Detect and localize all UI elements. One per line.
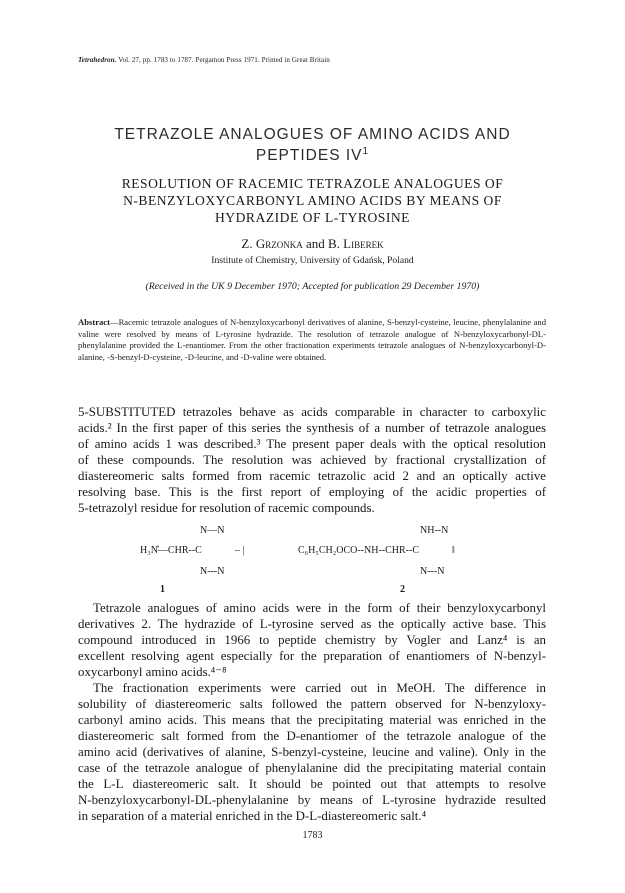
authors — [0, 236, 625, 252]
para1-line-3: of amino acids 1 was described.³ The present paper deals with the optical resolution — [78, 437, 546, 451]
para3-line-2: solubility of diastereomeric salts followed the pattern observed for N-benzyloxy- — [78, 697, 546, 711]
para1-line-7: 5-tetrazolyl residue for resolution of racemic compounds. — [78, 501, 375, 515]
structure-2-formula: C₆H₅CH₂OCO--NH--CHR--C — [298, 545, 420, 556]
para2-line-5: oxycarbonyl amino acids.⁴⁻⁸ — [78, 665, 227, 679]
subtitle-line-1: RESOLUTION OF RACEMIC TETRAZOLE ANALOGUES OF — [121, 176, 504, 191]
subtitle-line-3: HYDRAZIDE OF L-TYROSINE — [214, 210, 410, 225]
para1-line-5: diastereomeric salts formed from racemic tetrazolic acid 2 and an optically active — [78, 469, 546, 483]
para3-line-1: The fractionation experiments were carried out in MeOH. The difference in — [93, 681, 546, 695]
author-2-initial: B. L — [328, 236, 352, 251]
para2-line-2: derivatives 2. The hydrazide of L-tyrosine served as the optically active base. This — [78, 617, 546, 631]
abstract-label: Abstract — [78, 317, 110, 327]
para3-line-9: in separation of a material enriched in the D-L-diastereomeric salt.⁴ — [78, 809, 427, 823]
para3-line-3: carbonyl amino acids. This means that the precipitating material was enriched in the — [78, 713, 546, 727]
author-1-initial: Z. G — [241, 236, 266, 251]
structure-2-label: 2 — [400, 584, 405, 595]
authors-and: and — [302, 236, 328, 251]
author-1-surname: rzonka — [265, 236, 303, 251]
structure-1-ring-bond: – | — [235, 545, 245, 556]
para1-line-1: 5-SUBSTITUTED tetrazoles behave as acids comparable in character to carboxylic — [78, 405, 546, 419]
author-2-surname: iberek — [351, 236, 384, 251]
structure-1-bottom: N---N — [200, 566, 225, 577]
journal-citation: Vol. 27, pp. 1783 to 1787. Pergamon Press 1971. Printed in Great Britain — [118, 56, 330, 64]
received-line: (Received in the UK 9 December 1970; Accepted for publication 29 December 1970) — [145, 281, 480, 292]
title-line-2-text: PEPTIDES IV — [255, 147, 363, 164]
title-footnote-mark: 1 — [362, 145, 370, 157]
abstract — [78, 317, 546, 363]
para1-line-6: resolving base. This is the first report of employing of the acidic properties of — [78, 485, 546, 499]
para1-line-2: acids.² In the first paper of this series the synthesis of a number of tetrazole analogues — [78, 421, 546, 435]
structure-2-top: NH--N — [420, 525, 449, 536]
title-line-1: TETRAZOLE ANALOGUES OF AMINO ACIDS AND — [114, 126, 511, 143]
abstract-text: —Racemic tetrazole analogues of N-benzyloxycarbonyl derivatives of alanine, S-benzyl-cysteine, leucine, phenylalanine and valine were resolved by means of L-tyrosine hydrazide. The resolution of tetrazole analogue of N-benzyloxycarbonyl-DL-phenylalanine provided the L-enantiomer. From the other fractionation experiments tetrazole analogues of N-benzyloxycarbonyl-D-alanine, -S-benzyl-D-cysteine, -D-leucine, and -D-valine were obtained. — [78, 317, 546, 362]
structure-1-label: 1 — [160, 584, 165, 595]
para3-line-8: N-benzyloxycarbonyl-DL-phenylalanine by means of L-tyrosine hydrazide resulted — [78, 793, 546, 807]
journal-name: Tetrahedron. — [78, 56, 117, 64]
para2-line-3: compound introduced in 1966 to peptide chemistry by Vogler and Lanz⁴ is an — [78, 633, 546, 647]
para1-line-4: of these compounds. The resolution was achieved by fractional crystallization of — [78, 453, 546, 467]
institution: Institute of Chemistry, University of Gdańsk, Poland — [211, 255, 414, 266]
para3-line-5: amino acid (derivatives of alanine, S-benzyl-cysteine, leucine and valine). Only in the — [78, 745, 546, 759]
para2-line-4: excellent resolving agent especially for the preparation of enantiomers of N-benzyl- — [78, 649, 546, 663]
subtitle-line-2: N-BENZYLOXYCARBONYL AMINO ACIDS BY MEANS OF — [123, 193, 502, 208]
para3-line-6: case of the tetrazole analogue of phenylalanine did the precipitating material contain — [78, 761, 546, 775]
para3-line-7: the L-L diastereomeric salt. It should be pointed out that attempts to resolve — [78, 777, 546, 791]
structure-1-formula: H₃N̊—CHR--C — [140, 545, 202, 556]
para3-line-4: diastereomeric salt formed from the D-enantiomer of the tetrazole analogue of the — [78, 729, 546, 743]
structure-2-ring-bond: ‖ — [452, 545, 455, 556]
page-number: 1783 — [302, 830, 323, 841]
para2-line-1: Tetrazole analogues of amino acids were in the form of their benzyloxycarbonyl — [93, 601, 546, 615]
structure-2-bottom: N---N — [420, 566, 445, 577]
structure-1-top: N—N — [200, 525, 225, 536]
title-line-2 — [0, 147, 625, 165]
journal-header — [78, 56, 330, 64]
